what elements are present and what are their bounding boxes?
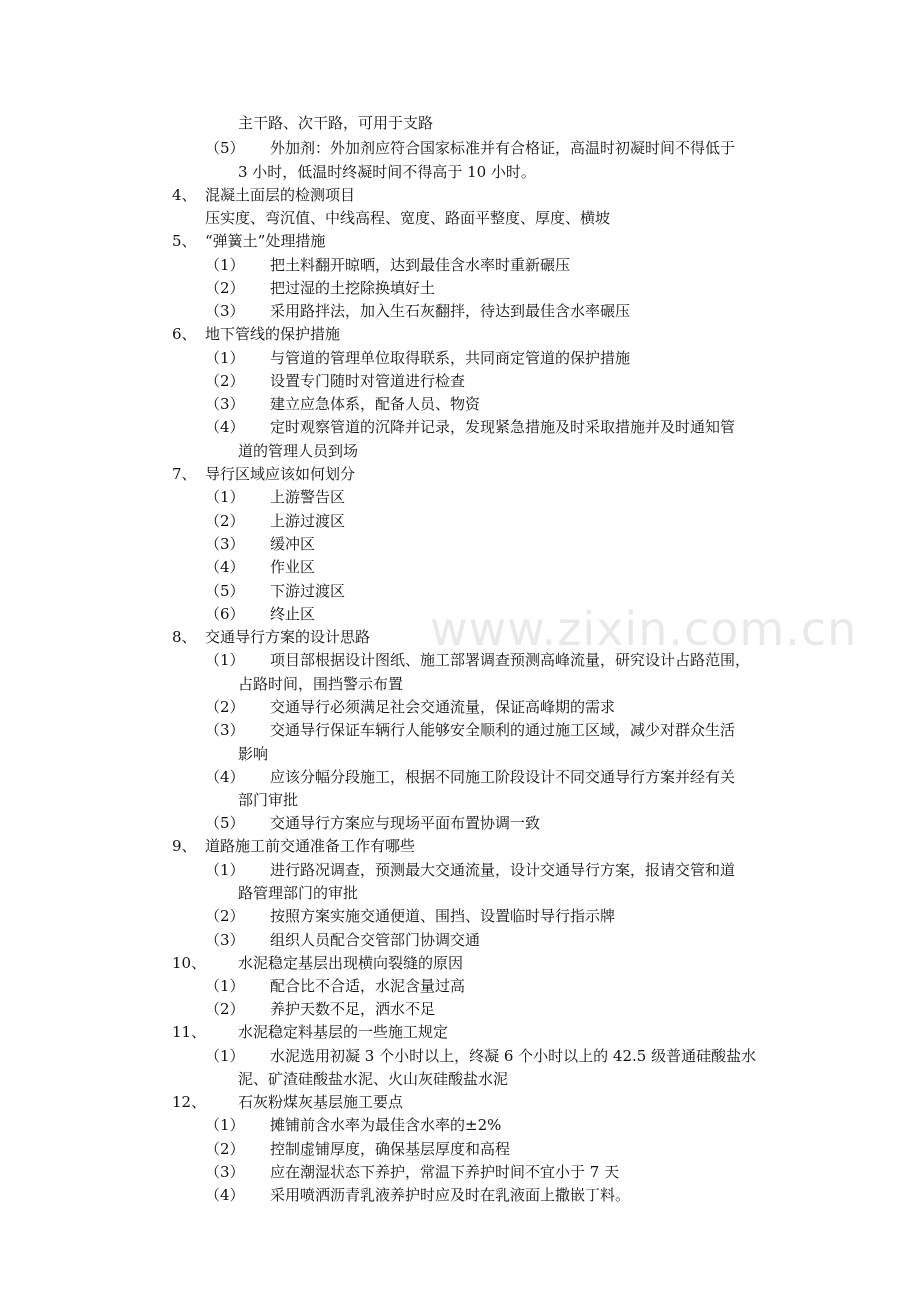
list-marker: （1） [205,1116,245,1134]
line-text: 组织人员配合交管部门协调交通 [270,931,481,949]
list-marker: （4） [205,1186,245,1204]
line-text: 影响 [238,745,269,763]
list-marker: （3） [205,1163,245,1181]
line-text: 按照方案实施交通便道、围挡、设置临时导行指示牌 [270,907,616,925]
watermark: www.zixin.com.cn [430,602,858,656]
line-text: 占路时间，围挡警示布置 [238,675,404,693]
line-text: 进行路况调查，预测最大交通流量，设计交通导行方案，报请交管和道 [270,861,736,879]
line-text: 交通导行方案应与现场平面布置协调一致 [270,814,541,832]
list-marker: （3） [205,535,245,553]
list-marker: （1） [205,977,245,995]
line-text: 泥、矿渣硅酸盐水泥、火山灰硅酸盐水泥 [238,1070,509,1088]
list-marker: （3） [205,931,245,949]
line-text: 混凝土面层的检测项目 [205,186,356,204]
list-marker: （6） [205,605,245,623]
list-marker: 6、 [172,325,197,343]
line-text: 导行区域应该如何划分 [205,465,356,483]
line-text: 水泥稳定基层出现横向裂缝的原因 [238,954,464,972]
line-text: 把过湿的土挖除换填好土 [270,279,436,297]
list-marker: （1） [205,488,245,506]
list-marker: （2） [205,1000,245,1018]
line-text: 控制虚铺厚度，确保基层厚度和高程 [270,1140,511,1158]
line-text: 应在潮湿状态下养护，常温下养护时间不宜小于 7 天 [270,1163,620,1181]
line-text: 下游过渡区 [270,582,346,600]
line-text: 交通导行方案的设计思路 [205,628,371,646]
line-text: 上游警告区 [270,488,346,506]
list-marker: （3） [205,395,245,413]
list-marker: 11、 [172,1023,207,1041]
list-marker: （1） [205,349,245,367]
list-marker: 9、 [172,837,197,855]
line-text: 道路施工前交通准备工作有哪些 [205,837,416,855]
line-text: 路管理部门的审批 [238,884,359,902]
list-marker: 8、 [172,628,197,646]
line-text: 项目部根据设计图纸、施工部署调查预测高峰流量，研究设计占路范围， [270,651,751,669]
line-text: 养护天数不足，洒水不足 [270,1000,436,1018]
line-text: 应该分幅分段施工，根据不同施工阶段设计不同交通导行方案并经有关 [270,768,736,786]
list-marker: （2） [205,907,245,925]
list-marker: （2） [205,372,245,390]
line-text: 终止区 [270,605,316,623]
list-marker: （1） [205,861,245,879]
line-text: 水泥稳定料基层的一些施工规定 [238,1023,449,1041]
list-marker: （5） [205,582,245,600]
list-marker: （2） [205,1140,245,1158]
line-text: 上游过渡区 [270,512,346,530]
list-marker: （5） [205,814,245,832]
list-marker: （2） [205,698,245,716]
line-text: 外加剂：外加剂应符合国家标准并有合格证，高温时初凝时间不得低于 [270,139,736,157]
list-marker: （4） [205,418,245,436]
list-marker: （2） [205,279,245,297]
line-text: 配合比不合适，水泥含量过高 [270,977,466,995]
line-text: 缓冲区 [270,535,316,553]
list-marker: （2） [205,512,245,530]
list-marker: （1） [205,1047,245,1065]
list-marker: 7、 [172,465,197,483]
line-text: 压实度、弯沉值、中线高程、宽度、路面平整度、厚度、横坡 [205,209,611,227]
list-marker: 5、 [172,232,197,250]
list-marker: （3） [205,302,245,320]
line-text: 定时观察管道的沉降并记录，发现紧急措施及时采取措施并及时通知管 [270,418,736,436]
line-text: 摊铺前含水率为最佳含水率的±2% [270,1116,502,1134]
line-text: 3 小时，低温时终凝时间不得高于 10 小时。 [238,163,536,181]
list-marker: （3） [205,721,245,739]
line-text: 主干路、次干路，可用于支路 [238,114,434,132]
line-text: “弹簧土”处理措施 [205,232,326,250]
line-text: 石灰粉煤灰基层施工要点 [238,1093,404,1111]
line-text: 作业区 [270,558,316,576]
list-marker: 10、 [172,954,207,972]
line-text: 地下管线的保护措施 [205,325,341,343]
list-marker: （4） [205,558,245,576]
line-text: 把土料翻开晾晒，达到最佳含水率时重新碾压 [270,256,571,274]
line-text: 交通导行保证车辆行人能够安全顺利的通过施工区域，减少对群众生活 [270,721,736,739]
line-text: 建立应急体系，配备人员、物资 [270,395,481,413]
line-text: 水泥选用初凝 3 个小时以上，终凝 6 个小时以上的 42.5 级普通硅酸盐水 [270,1047,757,1065]
list-marker: （5） [205,139,245,157]
line-text: 道的管理人员到场 [238,442,359,460]
list-marker: 12、 [172,1093,207,1111]
line-text: 交通导行必须满足社会交通流量，保证高峰期的需求 [270,698,616,716]
list-marker: （1） [205,651,245,669]
line-text: 设置专门随时对管道进行检查 [270,372,466,390]
list-marker: 4、 [172,186,197,204]
line-text: 与管道的管理单位取得联系，共同商定管道的保护措施 [270,349,631,367]
line-text: 部门审批 [238,791,299,809]
list-marker: （1） [205,256,245,274]
line-text: 采用路拌法，加入生石灰翻拌，待达到最佳含水率碾压 [270,302,631,320]
line-text: 采用喷洒沥青乳液养护时应及时在乳液面上撒嵌丁料。 [270,1186,631,1204]
list-marker: （4） [205,768,245,786]
